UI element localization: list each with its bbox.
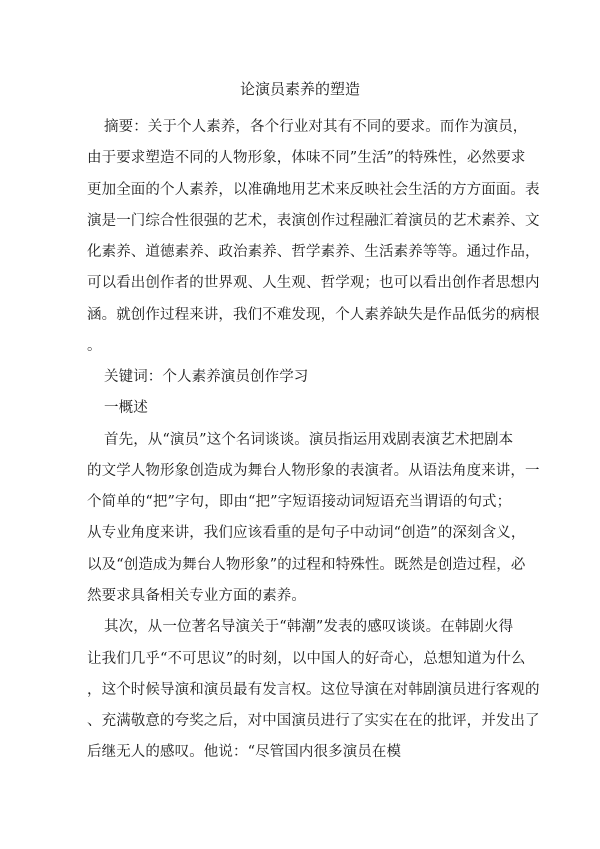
section-heading: 一概述 <box>104 400 148 416</box>
abstract-line-2: 由于要求塑造不同的人物形象，体味不同”生活”的特殊性，必然要求 <box>87 150 526 166</box>
paragraph-2-line-5: 后继无人的感叹。他说：“尽管国内很多演员在模 <box>87 744 402 760</box>
document-title: 论演员素养的塑造 <box>239 80 360 98</box>
paragraph-1-line-2: 的文学人物形象创造成为舞台人物形象的表演者。从语法角度来讲，一 <box>87 463 540 479</box>
paragraph-1-line-1: 首先，从“演员”这个名词谈谈。演员指运用戏剧表演艺术把剧本 <box>104 432 514 448</box>
paragraph-1-line-4: 从专业角度来讲，我们应该看重的是句子中动词“创造”的深刻含义， <box>87 525 526 541</box>
abstract-line-8: 。 <box>87 338 102 354</box>
paragraph-2-line-3: ，这个时候导演和演员最有发言权。这位导演在对韩剧演员进行客观的 <box>87 682 540 698</box>
paragraph-2-line-4: 、充满敬意的夸奖之后，对中国演员进行了实实在在的批评，并发出了 <box>87 713 540 729</box>
paragraph-2-line-2: 让我们几乎“不可思议”的时刻，以中国人的好奇心，总想知道为什么 <box>87 651 526 667</box>
abstract-line-7: 涵。就创作过程来讲，我们不难发现，个人素养缺失是作品低劣的病根 <box>87 307 540 323</box>
abstract-line-3: 更加全面的个人素养，以准确地用艺术来反映社会生活的方方面面。表 <box>87 182 540 198</box>
paragraph-1-line-6: 然要求具备相关专业方面的素养。 <box>87 588 306 604</box>
paragraph-1-line-3: 个简单的“把”字句，即由“把”字短语接动词短语充当谓语的句式； <box>87 494 512 510</box>
abstract-line-1: 摘要：关于个人素养，各个行业对其有不同的要求。而作为演员， <box>104 119 528 135</box>
paragraph-2-line-1: 其次，从一位著名导演关于“韩潮”发表的感叹谈谈。在韩剧火得 <box>104 619 514 635</box>
abstract-line-4: 演是一门综合性很强的艺术，表演创作过程融汇着演员的艺术素养、文 <box>87 213 540 229</box>
keywords-line: 关键词：个人素养演员创作学习 <box>104 369 309 385</box>
paragraph-1-line-5: 以及“创造成为舞台人物形象”的过程和特殊性。既然是创造过程，必 <box>87 557 526 573</box>
abstract-line-6: 可以看出创作者的世界观、人生观、哲学观；也可以看出创作者思想内 <box>87 275 540 291</box>
abstract-line-5: 化素养、道德素养、政治素养、哲学素养、生活素养等等。通过作品， <box>87 244 540 260</box>
